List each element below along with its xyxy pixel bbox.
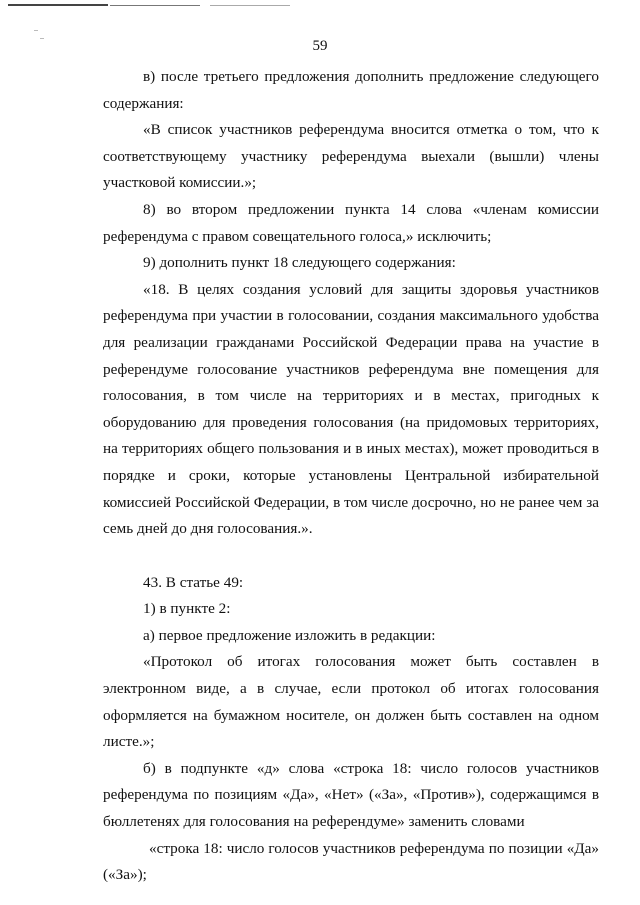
scan-artifact-line (110, 5, 200, 6)
scan-artifact-line (8, 4, 108, 6)
paragraph-quote-point-18: «18. В целях создания условий для защиты здоровья участников референдума при участии в голосовании, создания максимального удобства для реализации гражданами Российской Федерации права на участие в референдуме голосование участников референдума вне помещения для голосования, в том числе на территориях и в местах, пригодных к оборудованию для проведения голосования (на придомовых территориях, на территориях общего пользования и в иных местах), может проводиться в порядке и сроки, которые установлены Центральной избирательной комиссией Российской Федерации, в том числе досрочно, но не ранее чем за семь дней до дня голосования.». (103, 280, 599, 538)
paragraph-article-49-heading: 43. В статье 49: (143, 573, 244, 591)
scan-artifact-dot (34, 30, 38, 31)
paragraph-subpoint-a: а) первое предложение изложить в редакции: (143, 626, 436, 644)
document-body (103, 64, 599, 889)
scan-artifact-line (210, 5, 290, 6)
paragraph-quote-line-18: «строка 18: число голосов участников референдума по позиции «Да» («За»); (103, 839, 599, 884)
paragraph-amendment-v: в) после третьего предложения дополнить предложение следующего содержания: (103, 68, 599, 112)
paragraph-quote-protocol: «Протокол об итогах голосования может быть составлен в электронном виде, а в случае, если протокол об итогах голосования оформляется на бумажном носителе, он должен быть составлен на одном листе.»; (103, 653, 599, 751)
paragraph-quote-voter-list: «В список участников референдума вносится отметка о том, что к соответствующему участнику референдума выехали (вышли) члены участковой комиссии.»; (103, 121, 599, 192)
paragraph-subpoint-b: б) в подпункте «д» слова «строка 18: число голосов участников референдума по позициям «Да», «Нет» («За», «Против»), содержащимся в бюллетенях для голосования на референдуме» заменить словами (103, 759, 599, 831)
paragraph-item-9: 9) дополнить пункт 18 следующего содержания: (143, 254, 456, 272)
page-number: 59 (312, 38, 328, 54)
paragraph-point-2: 1) в пункте 2: (143, 600, 231, 618)
paragraph-item-8: 8) во втором предложении пункта 14 слова «членам комиссии референдума с правом совещательного голоса,» исключить; (103, 200, 599, 245)
